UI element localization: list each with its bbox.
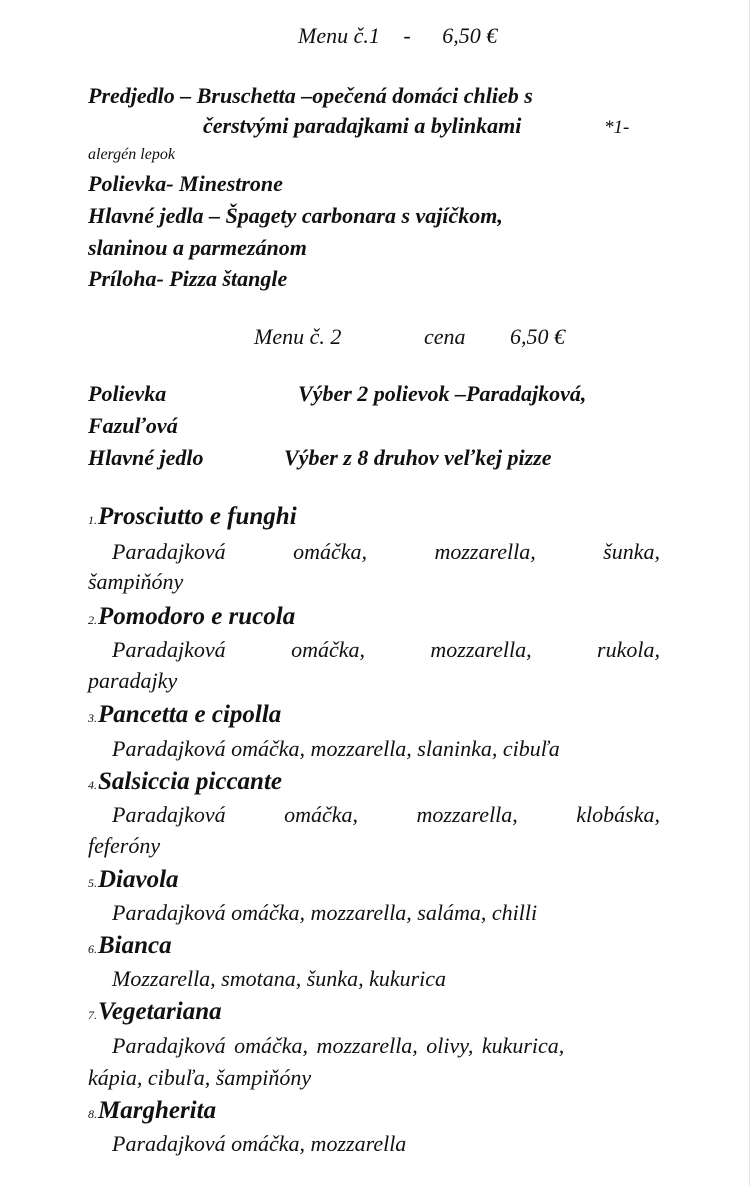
pizza-ingredients xyxy=(112,636,660,664)
pizza-title xyxy=(88,768,282,799)
ingredient-word: omáčka, xyxy=(293,539,368,564)
menu2-soup-choice-cont: Fazuľová xyxy=(88,413,178,438)
pizza-title xyxy=(88,866,179,897)
pizza-ingredients: Paradajková omáčka, mozzarella, saláma, chilli xyxy=(112,900,538,925)
pizza-number: 8. xyxy=(88,1107,97,1121)
pizza-title xyxy=(88,998,222,1029)
pizza-number: 6. xyxy=(88,942,97,956)
pizza-ingredients-cont: šampiňóny xyxy=(88,569,184,594)
ingredient-word: Paradajková xyxy=(112,539,226,564)
ingredient-word: mozzarella, xyxy=(416,802,518,827)
menu1-title: Menu č.1 xyxy=(298,23,380,48)
pizza-name: Salsiccia piccante xyxy=(98,768,282,795)
pizza-number: 7. xyxy=(88,1008,97,1022)
ingredient-word: klobáska, xyxy=(576,802,660,827)
menu2-main-label: Hlavné jedlo xyxy=(88,445,204,470)
pizza-number: 5. xyxy=(88,876,97,890)
pizza-ingredients xyxy=(112,801,660,829)
menu1-separator: - xyxy=(403,23,411,48)
pizza-name: Pancetta e cipolla xyxy=(98,701,282,728)
menu1-starter-line1: Predjedlo – Bruschetta –opečená domáci chlieb s xyxy=(88,83,533,108)
pizza-title xyxy=(88,1097,216,1128)
pizza-title xyxy=(88,503,297,534)
menu1-main-line2: slaninou a parmezánom xyxy=(88,235,307,260)
pizza-number: 2. xyxy=(88,613,97,627)
ingredient-word: šunka, xyxy=(603,539,660,564)
menu1-side: Príloha- Pizza štangle xyxy=(88,266,288,291)
menu1-allergen-text: alergén lepok xyxy=(88,146,175,163)
pizza-title xyxy=(88,932,172,963)
pizza-ingredients-cont: paradajky xyxy=(88,668,178,693)
menu1-header xyxy=(298,22,497,50)
pizza-name: Bianca xyxy=(98,932,172,959)
menu1-allergen-mark: *1- xyxy=(604,117,630,138)
pizza-name: Pomodoro e rucola xyxy=(98,603,296,630)
pizza-name: Prosciutto e funghi xyxy=(98,503,297,530)
pizza-ingredients: Paradajková omáčka, mozzarella xyxy=(112,1131,407,1156)
pizza-name: Vegetariana xyxy=(98,998,222,1025)
menu1-main-line1: Hlavné jedla – Špagety carbonara s vajíčkom, xyxy=(88,203,503,228)
ingredient-word: mozzarella, xyxy=(434,539,536,564)
pizza-title xyxy=(88,701,281,732)
ingredient-word: Paradajková xyxy=(112,637,226,662)
pizza-ingredients xyxy=(112,538,660,566)
pizza-number: 3. xyxy=(88,711,97,725)
pizza-ingredients: Paradajková omáčka, mozzarella, olivy, kukurica, xyxy=(112,1033,565,1058)
pizza-ingredients: Mozzarella, smotana, šunka, kukurica xyxy=(112,966,447,991)
menu2-price-label: cena xyxy=(424,324,466,349)
menu1-starter-line2: čerstvými paradajkami a bylinkami xyxy=(203,113,522,138)
pizza-number: 1. xyxy=(88,513,97,527)
menu1-price: 6,50 € xyxy=(442,23,498,48)
ingredient-word: omáčka, xyxy=(291,637,365,662)
menu2-title: Menu č. 2 xyxy=(254,324,342,349)
pizza-name: Diavola xyxy=(98,866,179,893)
menu1-soup: Polievka- Minestrone xyxy=(88,171,283,196)
menu2-soup-choice: Výber 2 polievok –Paradajková, xyxy=(298,381,587,406)
pizza-number: 4. xyxy=(88,778,97,792)
ingredient-word: rukola, xyxy=(597,637,660,662)
ingredient-word: mozzarella, xyxy=(430,637,532,662)
pizza-title xyxy=(88,603,295,634)
pizza-ingredients-cont: kápia, cibuľa, šampiňóny xyxy=(88,1065,312,1090)
pizza-ingredients: Paradajková omáčka, mozzarella, slaninka, cibuľa xyxy=(112,736,560,761)
pizza-name: Margherita xyxy=(98,1097,217,1124)
menu2-soup-label: Polievka xyxy=(88,381,167,406)
pizza-ingredients-cont: feferóny xyxy=(88,833,161,858)
ingredient-word: Paradajková xyxy=(112,802,226,827)
menu2-price: 6,50 € xyxy=(510,324,565,349)
menu2-main-choice: Výber z 8 druhov veľkej pizze xyxy=(284,445,552,470)
ingredient-word: omáčka, xyxy=(284,802,359,827)
